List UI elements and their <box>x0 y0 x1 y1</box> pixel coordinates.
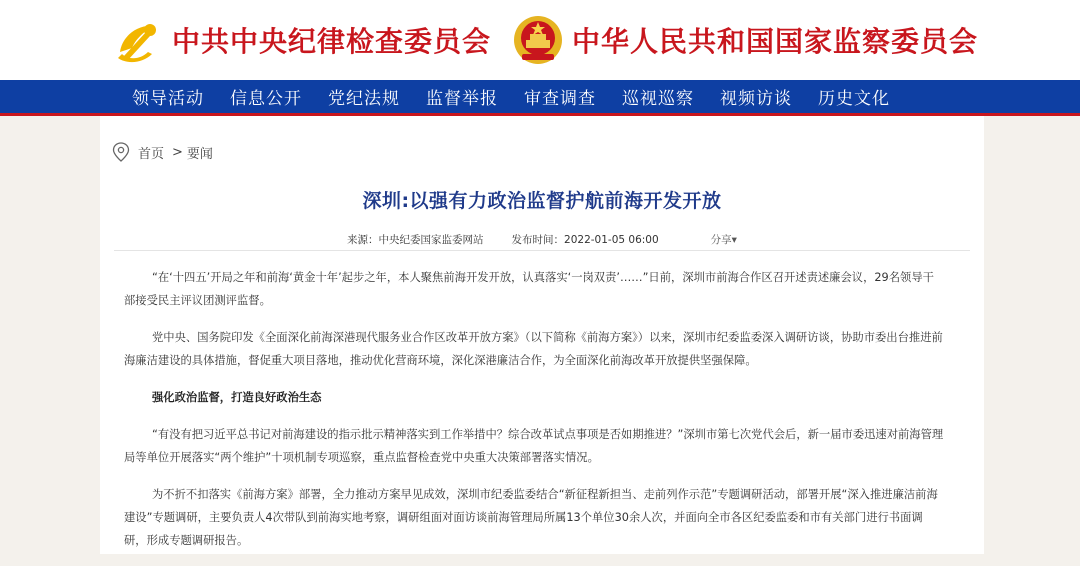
nav-item-video[interactable]: 视频访谈 <box>720 89 792 109</box>
nav-item-inspection[interactable]: 巡视巡察 <box>622 89 694 109</box>
breadcrumb-home-link[interactable]: 首页 <box>138 146 165 162</box>
article-title: 深圳:以强有力政治监督护航前海开发开放 <box>362 190 722 212</box>
nav-list <box>132 80 890 113</box>
article-paragraph: 党中央、国务院印发《全面深化前海深港现代服务业合作区改革开放方案》（以下简称《前海方案》）以来，深圳市纪委监委深入调研访谈，协助市委出台推进前海廉洁建设的具体措施，督促重大项目落地，推动优化营商环境，深化深港廉洁合作，为全面深化前海改革开放提供坚强保障。 <box>124 331 943 367</box>
nav-item-regulations[interactable]: 党纪法规 <box>328 89 400 109</box>
main-nav <box>0 80 1080 116</box>
meta-divider <box>114 250 970 251</box>
nav-item-leadership[interactable]: 领导活动 <box>132 89 204 109</box>
article-publish-time: 发布时间：2022-01-05 06:00 <box>511 234 659 246</box>
article-subheading: 强化政治监督，打造良好政治生态 <box>152 391 322 404</box>
breadcrumb-current[interactable]: 要闻 <box>186 146 213 162</box>
article-panel <box>100 116 984 554</box>
breadcrumb-separator: > <box>172 144 183 160</box>
share-button[interactable]: 分享▾ <box>710 234 737 246</box>
site-header <box>0 0 1080 80</box>
breadcrumb <box>112 142 213 162</box>
article-paragraph: 为不折不扣落实《前海方案》部署，全力推动方案早见成效，深圳市纪委监委结合“新征程新担当、走前列作示范”专题调研活动，部署开展“深入推进廉洁前海建设”专题调研，主要负责人4次带队到前海实地考察，调研组面对面访谈前海管理局所属13个单位30余人次，并面向全市各区纪委监委和市有关部门进行书面调研，形成专题调研报告。 <box>124 488 938 547</box>
article-body <box>124 266 944 566</box>
article-paragraph: “在‘十四五’开局之年和前海‘黄金十年’起步之年，本人聚焦前海开发开放，认真落实‘一岗双责’……”日前，深圳市前海合作区召开述责述廉会议，29名领导干部接受民主评议团测评监督。 <box>124 271 934 307</box>
article-meta <box>100 232 984 247</box>
nav-item-history[interactable]: 历史文化 <box>818 89 890 109</box>
party-emblem-icon <box>112 14 164 66</box>
cpc-ccdi-title: 中共中央纪律检查委员会 <box>172 25 492 58</box>
location-pin-icon <box>112 142 130 162</box>
national-emblem-icon <box>512 14 564 66</box>
article-source: 来源：中央纪委国家监委网站 <box>347 234 484 246</box>
nsc-brand[interactable] <box>512 12 978 68</box>
nsc-title: 中华人民共和国国家监察委员会 <box>572 25 979 58</box>
article-paragraph: “有没有把习近平总书记对前海建设的指示批示精神落实到工作举措中？综合改革试点事项是否如期推进？”深圳市第七次党代会后，新一届市委迅速对前海管理局等单位开展落实“两个维护”十项机制专项巡察，重点监督检查党中央重大决策部署落实情况。 <box>124 428 944 464</box>
nav-item-report[interactable]: 监督举报 <box>426 89 498 109</box>
nav-item-info-disclosure[interactable]: 信息公开 <box>230 89 302 109</box>
nav-item-investigation[interactable]: 审查调查 <box>524 89 596 109</box>
cpc-ccdi-brand[interactable] <box>112 12 491 68</box>
